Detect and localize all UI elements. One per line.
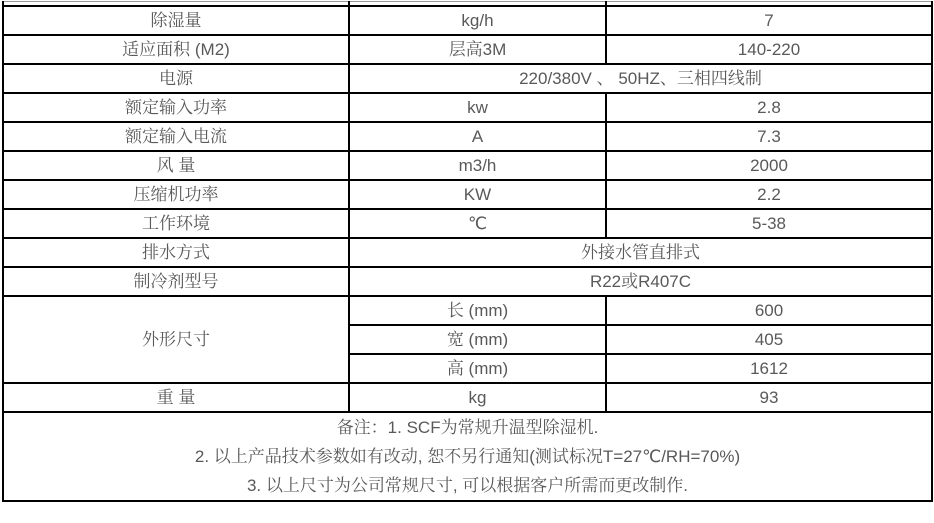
spec-label: 排水方式 [3,238,349,267]
spec-unit: 长 (mm) [349,296,606,325]
spec-label: 除湿量 [3,6,349,35]
table-row [3,151,932,180]
spec-value: 140-220 [606,35,932,64]
spec-unit: ℃ [349,209,606,238]
spec-unit: 宽 (mm) [349,325,606,354]
spec-label: 制冷剂型号 [3,267,349,296]
spec-unit: kw [349,93,606,122]
spec-label: 重 量 [3,383,349,412]
table-row [3,93,932,122]
spec-value: 7 [606,6,932,35]
table-row [3,64,932,93]
spec-value: 2000 [606,151,932,180]
table-row [3,209,932,238]
notes-row [3,412,932,501]
note-line: 2. 以上产品技术参数如有改动, 恕不另行通知(测试标况T=27℃/RH=70%) [194,447,741,466]
spec-value: 220/380V 、 50HZ、三相四线制 [349,64,932,93]
spec-value: 93 [606,383,932,412]
spec-label: 适应面积 (M2) [3,35,349,64]
spec-unit: kg [349,383,606,412]
table-row [3,180,932,209]
table-row [3,238,932,267]
spec-label: 工作环境 [3,209,349,238]
spec-unit: 层高3M [349,35,606,64]
note-line: 备注：1. SCF为常规升温型除湿机. [336,418,599,437]
spec-unit: kg/h [349,6,606,35]
table-row [3,35,932,64]
spec-label: 额定输入电流 [3,122,349,151]
spec-value: 2.8 [606,93,932,122]
spec-value: 7.3 [606,122,932,151]
spec-value: 2.2 [606,180,932,209]
spec-label: 风 量 [3,151,349,180]
spec-unit: KW [349,180,606,209]
notes-cell [3,412,932,501]
spec-unit: A [349,122,606,151]
spec-unit: m3/h [349,151,606,180]
note-line: 3. 以上尺寸为公司常规尺寸, 可以根据客户所需而更改制作. [246,476,689,495]
spec-label: 电源 [3,64,349,93]
spec-unit: 高 (mm) [349,354,606,383]
spec-label: 外形尺寸 [3,296,349,383]
spec-value: 1612 [606,354,932,383]
spec-value: 405 [606,325,932,354]
spec-value: 外接水管直排式 [349,238,932,267]
spec-value: 600 [606,296,932,325]
spec-table [2,1,933,502]
spec-value: 5-38 [606,209,932,238]
spec-value: R22或R407C [349,267,932,296]
table-row [3,6,932,35]
table-row [3,267,932,296]
spec-label: 额定输入功率 [3,93,349,122]
table-row [3,383,932,412]
table-row [3,122,932,151]
spec-label: 压缩机功率 [3,180,349,209]
table-row-dimensions [3,296,932,325]
